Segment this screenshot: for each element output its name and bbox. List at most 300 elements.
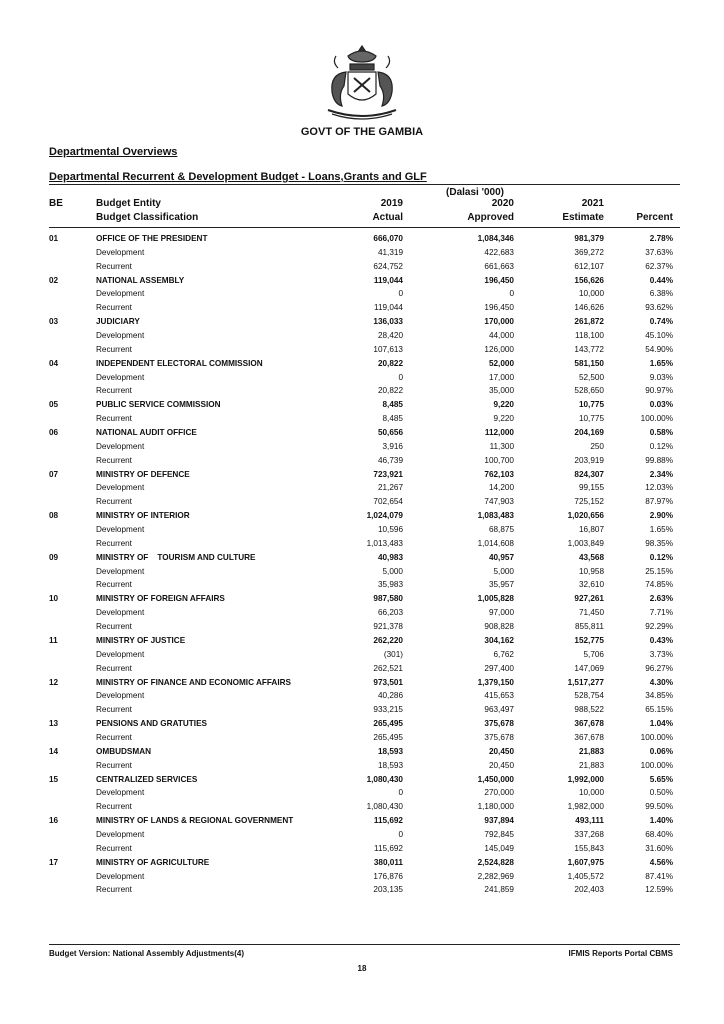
estimate-2021: 155,843 bbox=[574, 843, 604, 853]
approved-2020: 762,103 bbox=[484, 469, 514, 479]
classification-row bbox=[0, 842, 724, 856]
classification-row bbox=[0, 301, 724, 315]
estimate-2021: 250 bbox=[590, 441, 604, 451]
approved-2020: 5,000 bbox=[493, 566, 514, 576]
classification-row bbox=[0, 481, 724, 495]
percent-value: 0.74% bbox=[649, 317, 673, 327]
percent-value: 3.73% bbox=[649, 649, 673, 659]
be-code: 03 bbox=[49, 317, 59, 327]
estimate-2021: 5,706 bbox=[583, 649, 604, 659]
actual-2019: 973,501 bbox=[373, 677, 403, 687]
classification-row bbox=[0, 260, 724, 274]
actual-2019: 176,876 bbox=[373, 871, 403, 881]
entity-row bbox=[0, 745, 724, 759]
classification-row bbox=[0, 759, 724, 773]
entity-name: Development bbox=[96, 608, 145, 618]
entity-name: Development bbox=[96, 483, 145, 493]
entity-row bbox=[0, 357, 724, 371]
budget-table-body bbox=[0, 232, 724, 897]
actual-2019: 18,593 bbox=[377, 760, 403, 770]
approved-2020: 6,762 bbox=[493, 649, 514, 659]
approved-2020: 97,000 bbox=[488, 608, 514, 618]
estimate-2021: 10,000 bbox=[578, 289, 604, 299]
approved-2020: 1,014,608 bbox=[477, 538, 514, 548]
entity-name: Recurrent bbox=[96, 414, 132, 424]
percent-value: 7.71% bbox=[649, 608, 673, 618]
actual-2019: 21,267 bbox=[377, 483, 403, 493]
percent-value: 2.78% bbox=[649, 234, 673, 243]
approved-2020: 1,379,150 bbox=[477, 677, 514, 687]
classification-row bbox=[0, 883, 724, 897]
approved-2020: 40,957 bbox=[488, 552, 514, 562]
actual-2019: 20,822 bbox=[377, 386, 403, 396]
percent-value: 87.41% bbox=[645, 871, 673, 881]
estimate-2021: 528,650 bbox=[574, 386, 604, 396]
classification-row bbox=[0, 329, 724, 343]
estimate-2021: 10,958 bbox=[578, 566, 604, 576]
be-code: 05 bbox=[49, 400, 59, 410]
be-code: 07 bbox=[49, 469, 59, 479]
classification-row bbox=[0, 786, 724, 800]
entity-name: MINISTRY OF INTERIOR bbox=[96, 511, 190, 521]
actual-2019: 115,692 bbox=[373, 816, 403, 826]
entity-name: NATIONAL AUDIT OFFICE bbox=[96, 428, 197, 438]
approved-2020: 100,700 bbox=[484, 455, 514, 465]
estimate-2021: 156,626 bbox=[574, 275, 604, 285]
entity-name: Recurrent bbox=[96, 622, 132, 632]
approved-2020: 35,957 bbox=[488, 580, 514, 590]
actual-2019: 5,000 bbox=[382, 566, 403, 576]
approved-2020: 11,300 bbox=[489, 441, 514, 451]
entity-row bbox=[0, 274, 724, 288]
estimate-2021: 725,152 bbox=[574, 497, 604, 507]
percent-value: 74.85% bbox=[645, 580, 673, 590]
entity-name: Development bbox=[96, 788, 145, 798]
estimate-2021: 10,775 bbox=[578, 414, 604, 424]
estimate-2021: 1,982,000 bbox=[567, 802, 604, 812]
be-code: 14 bbox=[49, 746, 59, 756]
classification-row bbox=[0, 689, 724, 703]
entity-name: Recurrent bbox=[96, 843, 132, 853]
entity-row bbox=[0, 717, 724, 731]
classification-row bbox=[0, 620, 724, 634]
entity-name: Development bbox=[96, 525, 145, 535]
approved-2020: 241,859 bbox=[484, 885, 514, 895]
org-name: GOVT OF THE GAMBIA bbox=[300, 126, 424, 138]
entity-name: Development bbox=[96, 829, 145, 839]
approved-2020: 304,162 bbox=[484, 635, 514, 645]
percent-value: 0.50% bbox=[649, 788, 673, 798]
entity-row bbox=[0, 676, 724, 690]
classification-row bbox=[0, 648, 724, 662]
estimate-2021: 143,772 bbox=[574, 344, 604, 354]
classification-row bbox=[0, 662, 724, 676]
entity-name: Recurrent bbox=[96, 802, 132, 812]
be-code: 08 bbox=[49, 511, 59, 521]
actual-2019: 265,495 bbox=[373, 719, 403, 729]
entity-row bbox=[0, 426, 724, 440]
actual-2019: 40,286 bbox=[377, 691, 403, 701]
percent-value: 31.60% bbox=[645, 843, 673, 853]
actual-2019: 702,654 bbox=[373, 497, 403, 507]
percent-value: 92.29% bbox=[645, 622, 673, 632]
actual-2019: 3,916 bbox=[382, 441, 403, 451]
approved-2020: 1,083,483 bbox=[477, 511, 514, 521]
estimate-2021: 152,775 bbox=[574, 635, 604, 645]
entity-name: Development bbox=[96, 649, 145, 659]
percent-value: 0.03% bbox=[649, 400, 673, 410]
entity-row bbox=[0, 509, 724, 523]
classification-row bbox=[0, 440, 724, 454]
entity-row bbox=[0, 232, 724, 246]
percent-value: 4.56% bbox=[649, 857, 673, 867]
entity-name: Recurrent bbox=[96, 760, 132, 770]
actual-2019: 0 bbox=[398, 788, 403, 798]
percent-value: 2.34% bbox=[649, 469, 673, 479]
percent-value: 37.63% bbox=[645, 247, 673, 257]
actual-2019: 0 bbox=[398, 829, 403, 839]
be-code: 10 bbox=[49, 594, 59, 604]
actual-2019: 666,070 bbox=[373, 234, 403, 243]
be-code: 13 bbox=[49, 719, 59, 729]
percent-value: 2.90% bbox=[649, 511, 673, 521]
estimate-2021: 337,268 bbox=[574, 829, 604, 839]
actual-2019: 1,024,079 bbox=[366, 511, 403, 521]
percent-value: 0.12% bbox=[649, 552, 673, 562]
percent-value: 34.85% bbox=[645, 691, 673, 701]
estimate-2021: 824,307 bbox=[574, 469, 604, 479]
actual-2019: 20,822 bbox=[377, 358, 403, 368]
entity-name: MINISTRY OF LANDS & REGIONAL GOVERNMENT bbox=[96, 816, 294, 826]
page-number: 18 bbox=[357, 964, 367, 973]
actual-2019: 35,983 bbox=[377, 580, 403, 590]
estimate-2021: 1,607,975 bbox=[567, 857, 604, 867]
entity-name: MINISTRY OF DEFENCE bbox=[96, 469, 190, 479]
classification-row bbox=[0, 703, 724, 717]
percent-value: 9.03% bbox=[649, 372, 673, 382]
col-header-entity: Budget Entity bbox=[96, 198, 161, 209]
estimate-2021: 981,379 bbox=[574, 234, 604, 243]
entity-name: Recurrent bbox=[96, 732, 132, 742]
percent-value: 1.04% bbox=[649, 719, 673, 729]
percent-value: 100.00% bbox=[640, 732, 673, 742]
percent-value: 12.59% bbox=[645, 885, 673, 895]
report-title: Departmental Recurrent & Development Budget - Loans,Grants and GLF bbox=[49, 171, 427, 183]
actual-2019: 41,319 bbox=[377, 247, 403, 257]
approved-2020: 270,000 bbox=[484, 788, 514, 798]
entity-row bbox=[0, 592, 724, 606]
header-rule-top bbox=[49, 184, 680, 185]
entity-name: JUDICIARY bbox=[96, 317, 140, 327]
entity-name: INDEPENDENT ELECTORAL COMMISSION bbox=[96, 358, 263, 368]
percent-value: 62.37% bbox=[645, 261, 673, 271]
coat-of-arms-emblem bbox=[318, 42, 406, 124]
entity-name: PUBLIC SERVICE COMMISSION bbox=[96, 400, 221, 410]
entity-name: Development bbox=[96, 331, 145, 341]
estimate-2021: 10,000 bbox=[578, 788, 604, 798]
be-code: 11 bbox=[49, 635, 58, 645]
estimate-2021: 261,872 bbox=[574, 317, 604, 327]
approved-2020: 422,683 bbox=[484, 247, 514, 257]
entity-name: Recurrent bbox=[96, 885, 132, 895]
percent-value: 45.10% bbox=[645, 331, 673, 341]
actual-2019: 262,521 bbox=[373, 663, 403, 673]
actual-2019: 10,596 bbox=[377, 525, 403, 535]
approved-2020: 170,000 bbox=[484, 317, 514, 327]
entity-name: Development bbox=[96, 289, 145, 299]
estimate-2021: 10,775 bbox=[578, 400, 604, 410]
percent-value: 1.65% bbox=[649, 358, 673, 368]
entity-name: Recurrent bbox=[96, 386, 132, 396]
entity-name: Development bbox=[96, 691, 145, 701]
entity-row bbox=[0, 773, 724, 787]
percent-value: 1.40% bbox=[649, 816, 673, 826]
entity-name: PENSIONS AND GRATUTIES bbox=[96, 719, 207, 729]
be-code: 17 bbox=[49, 857, 59, 867]
classification-row bbox=[0, 828, 724, 842]
entity-name: Recurrent bbox=[96, 705, 132, 715]
approved-2020: 112,000 bbox=[484, 428, 514, 438]
actual-2019: 1,080,430 bbox=[366, 774, 403, 784]
entity-name: MINISTRY OF JUSTICE bbox=[96, 635, 186, 645]
portal-name: IFMIS Reports Portal CBMS bbox=[568, 949, 673, 958]
approved-2020: 1,005,828 bbox=[477, 594, 514, 604]
entity-name: MINISTRY OF TOURISM AND CULTURE bbox=[96, 552, 256, 562]
estimate-2021: 118,100 bbox=[575, 331, 604, 341]
estimate-2021: 1,517,277 bbox=[567, 677, 604, 687]
percent-value: 54.90% bbox=[645, 344, 673, 354]
approved-2020: 14,200 bbox=[488, 483, 514, 493]
entity-name: Development bbox=[96, 247, 145, 257]
actual-2019: 265,495 bbox=[373, 732, 403, 742]
col-header-actual: Actual bbox=[372, 212, 403, 223]
estimate-2021: 612,107 bbox=[574, 261, 604, 271]
approved-2020: 2,282,969 bbox=[477, 871, 514, 881]
entity-row bbox=[0, 634, 724, 648]
approved-2020: 1,450,000 bbox=[477, 774, 514, 784]
entity-row bbox=[0, 856, 724, 870]
approved-2020: 68,875 bbox=[488, 525, 514, 535]
col-header-estimate: Estimate bbox=[562, 212, 604, 223]
classification-row bbox=[0, 565, 724, 579]
approved-2020: 2,524,828 bbox=[477, 857, 514, 867]
entity-name: Development bbox=[96, 871, 145, 881]
actual-2019: 0 bbox=[398, 372, 403, 382]
estimate-2021: 367,678 bbox=[574, 732, 604, 742]
actual-2019: 921,378 bbox=[373, 622, 403, 632]
actual-2019: 1,080,430 bbox=[366, 802, 403, 812]
classification-row bbox=[0, 523, 724, 537]
be-code: 15 bbox=[49, 774, 59, 784]
percent-value: 100.00% bbox=[640, 760, 673, 770]
classification-row bbox=[0, 412, 724, 426]
approved-2020: 908,828 bbox=[484, 622, 514, 632]
approved-2020: 52,000 bbox=[488, 358, 514, 368]
entity-name: NATIONAL ASSEMBLY bbox=[96, 275, 185, 285]
be-code: 09 bbox=[49, 552, 59, 562]
actual-2019: 723,921 bbox=[373, 469, 403, 479]
estimate-2021: 1,020,656 bbox=[567, 511, 604, 521]
approved-2020: 297,400 bbox=[484, 663, 514, 673]
classification-row bbox=[0, 495, 724, 509]
percent-value: 0.12% bbox=[649, 441, 673, 451]
approved-2020: 747,903 bbox=[484, 497, 514, 507]
classification-row bbox=[0, 371, 724, 385]
be-code: 12 bbox=[49, 677, 59, 687]
be-code: 04 bbox=[49, 358, 59, 368]
percent-value: 5.65% bbox=[649, 774, 673, 784]
actual-2019: 136,033 bbox=[373, 317, 403, 327]
entity-name: Development bbox=[96, 566, 145, 576]
entity-name: Recurrent bbox=[96, 261, 132, 271]
entity-name: Development bbox=[96, 372, 145, 382]
approved-2020: 1,084,346 bbox=[477, 234, 514, 243]
classification-row bbox=[0, 343, 724, 357]
be-code: 02 bbox=[49, 275, 59, 285]
col-header-2021: 2021 bbox=[581, 198, 604, 209]
entity-name: CENTRALIZED SERVICES bbox=[96, 774, 198, 784]
estimate-2021: 147,069 bbox=[574, 663, 604, 673]
header-rule-bottom bbox=[49, 227, 680, 228]
approved-2020: 375,678 bbox=[484, 732, 514, 742]
approved-2020: 196,450 bbox=[484, 303, 514, 313]
estimate-2021: 493,111 bbox=[575, 816, 604, 826]
estimate-2021: 204,169 bbox=[574, 428, 604, 438]
estimate-2021: 369,272 bbox=[574, 247, 604, 257]
percent-value: 0.58% bbox=[649, 428, 673, 438]
classification-row bbox=[0, 578, 724, 592]
actual-2019: (301) bbox=[383, 649, 403, 659]
estimate-2021: 32,610 bbox=[578, 580, 604, 590]
estimate-2021: 99,155 bbox=[578, 483, 604, 493]
estimate-2021: 52,500 bbox=[578, 372, 604, 382]
entity-row bbox=[0, 398, 724, 412]
estimate-2021: 988,522 bbox=[574, 705, 604, 715]
actual-2019: 18,593 bbox=[377, 746, 403, 756]
classification-row bbox=[0, 246, 724, 260]
estimate-2021: 21,883 bbox=[578, 760, 604, 770]
section-heading: Departmental Overviews bbox=[49, 146, 178, 158]
percent-value: 6.38% bbox=[649, 289, 673, 299]
entity-row bbox=[0, 814, 724, 828]
estimate-2021: 855,811 bbox=[575, 622, 604, 632]
be-code: 06 bbox=[49, 428, 59, 438]
footer-rule bbox=[49, 944, 680, 945]
entity-name: OMBUDSMAN bbox=[96, 746, 152, 756]
entity-name: Development bbox=[96, 441, 145, 451]
percent-value: 99.50% bbox=[645, 802, 673, 812]
approved-2020: 792,845 bbox=[484, 829, 514, 839]
actual-2019: 987,580 bbox=[373, 594, 403, 604]
classification-row bbox=[0, 606, 724, 620]
col-header-classification: Budget Classification bbox=[96, 212, 199, 223]
estimate-2021: 203,919 bbox=[574, 455, 604, 465]
percent-value: 12.03% bbox=[645, 483, 673, 493]
actual-2019: 119,044 bbox=[373, 275, 403, 285]
estimate-2021: 71,450 bbox=[578, 608, 604, 618]
approved-2020: 9,220 bbox=[493, 400, 514, 410]
percent-value: 99.88% bbox=[645, 455, 673, 465]
estimate-2021: 367,678 bbox=[574, 719, 604, 729]
percent-value: 68.40% bbox=[645, 829, 673, 839]
col-header-2019: 2019 bbox=[380, 198, 403, 209]
estimate-2021: 146,626 bbox=[574, 303, 604, 313]
percent-value: 0.06% bbox=[649, 746, 673, 756]
classification-row bbox=[0, 870, 724, 884]
be-code: 01 bbox=[49, 234, 59, 243]
entity-row bbox=[0, 468, 724, 482]
col-header-be: BE bbox=[49, 198, 63, 209]
entity-name: Recurrent bbox=[96, 455, 132, 465]
entity-name: Recurrent bbox=[96, 497, 132, 507]
approved-2020: 9,220 bbox=[493, 414, 514, 424]
percent-value: 65.15% bbox=[645, 705, 673, 715]
entity-name: Recurrent bbox=[96, 344, 132, 354]
classification-row bbox=[0, 454, 724, 468]
percent-value: 4.30% bbox=[649, 677, 673, 687]
approved-2020: 661,663 bbox=[484, 261, 514, 271]
percent-value: 96.27% bbox=[645, 663, 673, 673]
percent-value: 90.97% bbox=[645, 386, 673, 396]
approved-2020: 375,678 bbox=[484, 719, 514, 729]
actual-2019: 107,613 bbox=[373, 344, 403, 354]
estimate-2021: 43,568 bbox=[578, 552, 604, 562]
percent-value: 100.00% bbox=[640, 414, 673, 424]
actual-2019: 46,739 bbox=[377, 455, 403, 465]
estimate-2021: 528,754 bbox=[574, 691, 604, 701]
classification-row bbox=[0, 537, 724, 551]
percent-value: 0.44% bbox=[649, 275, 673, 285]
actual-2019: 119,044 bbox=[374, 303, 403, 313]
actual-2019: 262,220 bbox=[373, 635, 403, 645]
approved-2020: 1,180,000 bbox=[477, 802, 514, 812]
entity-row bbox=[0, 315, 724, 329]
percent-value: 0.43% bbox=[649, 635, 673, 645]
classification-row bbox=[0, 731, 724, 745]
estimate-2021: 1,992,000 bbox=[567, 774, 604, 784]
approved-2020: 145,049 bbox=[484, 843, 514, 853]
col-header-2020: 2020 bbox=[491, 198, 514, 209]
approved-2020: 17,000 bbox=[488, 372, 514, 382]
approved-2020: 0 bbox=[509, 289, 514, 299]
entity-name: OFFICE OF THE PRESIDENT bbox=[96, 234, 208, 243]
actual-2019: 28,420 bbox=[377, 331, 403, 341]
approved-2020: 126,000 bbox=[484, 344, 514, 354]
be-code: 16 bbox=[49, 816, 59, 826]
entity-name: Recurrent bbox=[96, 303, 132, 313]
entity-name: Recurrent bbox=[96, 538, 132, 548]
actual-2019: 8,485 bbox=[382, 414, 403, 424]
estimate-2021: 202,403 bbox=[574, 885, 604, 895]
entity-row bbox=[0, 551, 724, 565]
percent-value: 93.62% bbox=[645, 303, 673, 313]
actual-2019: 66,203 bbox=[377, 608, 403, 618]
approved-2020: 937,894 bbox=[484, 816, 514, 826]
classification-row bbox=[0, 384, 724, 398]
entity-name: MINISTRY OF FINANCE AND ECONOMIC AFFAIRS bbox=[96, 677, 291, 687]
approved-2020: 196,450 bbox=[484, 275, 514, 285]
percent-value: 1.65% bbox=[649, 525, 673, 535]
approved-2020: 20,450 bbox=[488, 746, 514, 756]
percent-value: 25.15% bbox=[645, 566, 673, 576]
estimate-2021: 1,405,572 bbox=[567, 871, 604, 881]
entity-name: Recurrent bbox=[96, 580, 132, 590]
entity-name: MINISTRY OF FOREIGN AFFAIRS bbox=[96, 594, 225, 604]
col-header-percent: Percent bbox=[636, 212, 673, 223]
actual-2019: 115,692 bbox=[374, 843, 403, 853]
entity-name: MINISTRY OF AGRICULTURE bbox=[96, 857, 210, 867]
estimate-2021: 16,807 bbox=[578, 525, 604, 535]
